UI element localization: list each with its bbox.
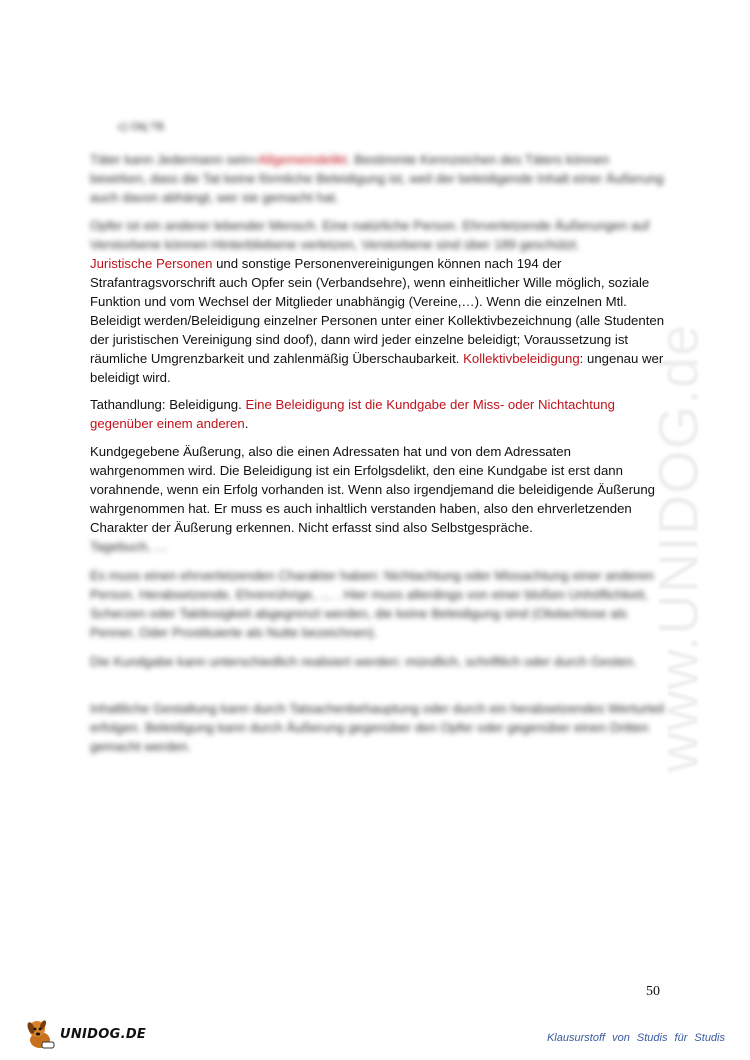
p2-text: und sonstige Personenvereinigungen können nach 194 der Strafantragsvorschrift auch Opfer sein (Verbandsehre), wenn einheitlicher Wille möglich, soziale Funktion und vom Wechsel der Mitglieder unabhängig (Vereine,…). Wenn die einzelnen Mtl. Beleidigt werden/Beleidigung einzelner Personen unter einer Kollektivbezeichnung (alle Studenten der juristischen Vereinigung sind doof), dann wird jeder einzelne beleidigt; Voraussetzung ist räumliche Umgrenzbarkeit und zahlenmäßig Überschaubarkeit. <box>90 256 665 366</box>
paragraph-character: Es muss einen ehrverletzenden Charakter haben: Nichtachtung oder Missachtung einer anderen Person. Herabsetzende, Ehrenrührige, … . Hier muss allerdings von einer bloßen Unhöflichkeit, Scherzen oder Taktlosigkeit abgegrenzt werden, die keine Beleidigung sind (Obdachlose als Penner, Oder Prostituierte als Nutte bezeichnen). <box>90 568 654 640</box>
paragraph-victim <box>90 254 668 387</box>
paragraph-perpetrator <box>90 150 668 207</box>
p1-text: Täter kann Jedermann sein= <box>90 152 259 167</box>
footer-tagline: Klausurstoff von Studis für Studis <box>546 1032 725 1044</box>
p3-text: Tathandlung: Beleidigung. <box>90 397 246 412</box>
dog-mascot-icon <box>22 1016 58 1052</box>
paragraph-content: Inhaltliche Gestaltung kann durch Tatsachenbehauptung oder durch ein herabsetzendes Werturteil erfolgen. Beleidigung kann durch Äußerung gegenüber den Opfer oder gegenüber einen Dritten gemacht werden. <box>90 701 665 754</box>
p4-text: Kundgegebene Äußerung, also die einen Adressaten hat und von dem Adressaten wahrgenommen wird. Die Beleidigung ist ein Erfolgsdelikt, den eine Kundgabe ist erst dann vorahnende, wenn ein Erfolg vorhanden ist. Wenn also irgendjemand die beleidigende Äußerung wahrgenommen hat. Er muss es auch inhaltlich verstanden haben, also den ehrverletzenden Charakter der Äußerung erkennen. Nicht erfasst sind also Selbstgespräche. <box>90 444 656 535</box>
p2-blurred-text: Opfer ist ein anderer lebender Mensch. Eine natürliche Person. Ehrverletzende Äußerungen auf Verstorbene können Hinterbliebene verletzen, Verstorbene sind über 189 geschützt. <box>90 218 650 252</box>
p2-highlight-juristische: Juristische Personen <box>90 256 213 271</box>
p4-blurred-tail: Tagebuch, … <box>90 539 168 554</box>
p1-highlight: Allgemeindelikt <box>258 152 347 167</box>
section-heading: c) Obj TB <box>118 121 165 133</box>
logo-text: UNIDOG.DE <box>60 1026 147 1042</box>
page-number: 50 <box>646 984 660 999</box>
paragraph-kundgabe <box>90 442 668 537</box>
p3-text-tail: . <box>244 416 249 431</box>
paragraph-act <box>90 395 668 433</box>
watermark: www.UNIDOG.de <box>646 323 710 773</box>
p2-highlight-kollektiv: Kollektivbeleidigung <box>463 351 580 366</box>
paragraph-victim-blurred <box>90 216 668 254</box>
p2-text-tail: : ungenau wer beleidigt wird. <box>90 351 664 385</box>
paragraph-kundgabe-tail <box>90 537 668 556</box>
p3-definition: Eine Beleidigung ist die Kundgabe der Miss- oder Nichtachtung gegenüber einem anderen <box>90 397 615 431</box>
paragraph-realization: Die Kundgabe kann unterschiedlich realisiert werden: mündlich, schriftlich oder durch Gesten. <box>90 654 637 669</box>
unidog-logo <box>22 1016 146 1052</box>
p1-text-tail: . Bestimmte Kennzeichen des Täters können bewirken, dass die Tat keine förmliche Beleidigung ist, weil der beleidigende Inhalt einer Äußerung auch davon abhängt, wer sie gemacht hat. <box>90 152 664 205</box>
